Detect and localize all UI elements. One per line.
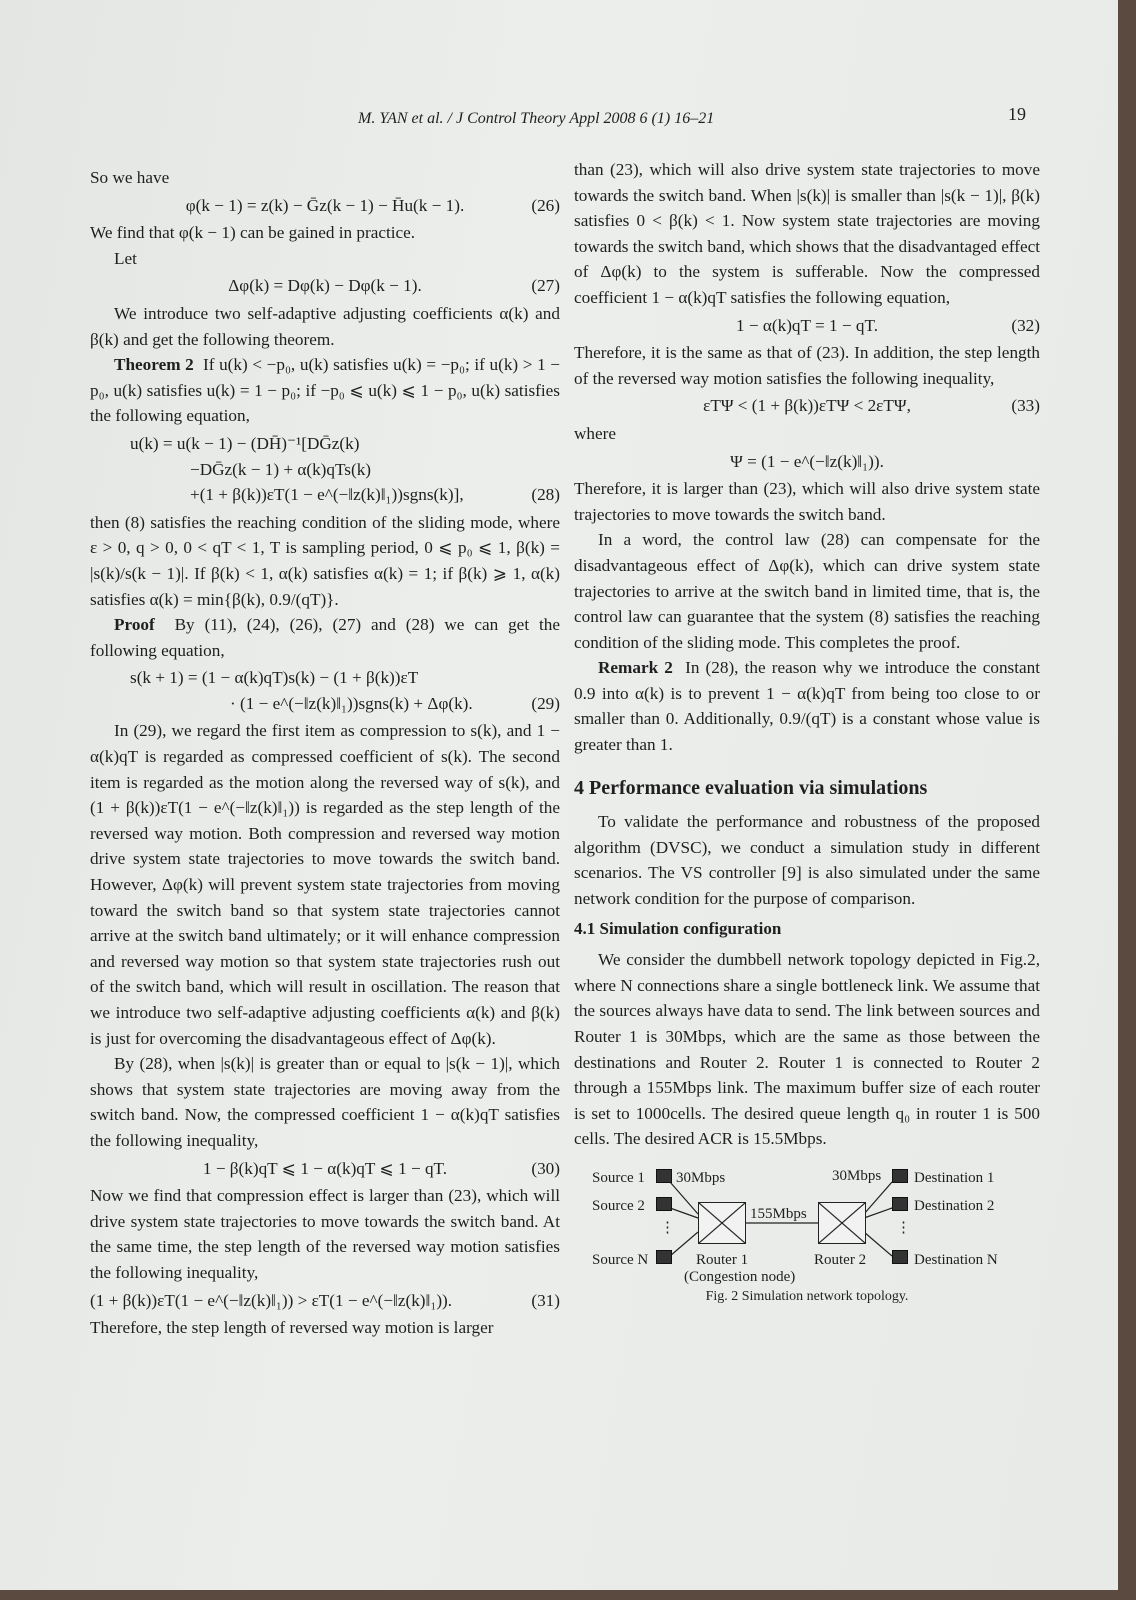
equation-number: (27): [531, 276, 560, 296]
paragraph: Therefore, it is the same as that of (23). In addition, the step length of the reversed way motion satisfies the following inequality,: [574, 343, 1040, 388]
destination-2-label: Destination 2: [914, 1197, 995, 1214]
router-1-label: Router 1: [696, 1251, 749, 1268]
source-2-label: Source 2: [592, 1197, 645, 1214]
equation-line: · (1 − e^(−‖z(k)‖₁))sgns(k) + Δφ(k).: [230, 693, 473, 713]
remark-label: Remark 2: [598, 658, 673, 678]
equation-line: s(k + 1) = (1 − α(k)qT)s(k) − (1 + β(k))εT: [130, 668, 419, 688]
destination-2-icon: [892, 1197, 908, 1211]
right-ellipsis: ⋮: [896, 1219, 911, 1236]
equation-text: Ψ = (1 − e^(−‖z(k)‖₁)).: [730, 451, 884, 471]
source-1-label: Source 1: [592, 1169, 645, 1186]
router-1-cross: [699, 1203, 745, 1243]
equation-text: φ(k − 1) = z(k) − Ḡz(k − 1) − H̄u(k − 1).: [185, 195, 465, 215]
link-destN: [864, 1232, 892, 1256]
source-2-icon: [656, 1197, 672, 1211]
paragraph: then (8) satisfies the reaching condition of the sliding mode, where ε > 0, q > 0, 0 < qT < 1, T is sampling period, 0 ⩽ p₀ ⩽ 1, β(k) = |s(k)/s(k − 1)|. If β(k) < 1, α(k) satisfies α(k) = 1; if β(k) ⩾ 1, α(k) satisfies α(k) = min{β(k), 0.9/(qT)}.: [90, 512, 560, 609]
remark-text: In (28), the reason why we introduce the constant 0.9 into α(k) is to prevent 1 − α(k)qT from being too close to or smaller than 0. Additionally, 0.9/(qT) is a constant whose value is greater than 1.: [574, 658, 1041, 755]
equation-28: [90, 431, 560, 508]
equation-31: [90, 1288, 560, 1314]
paragraph: Therefore, it is larger than (23), which will also drive system state trajectories to move towards the switch band.: [574, 479, 1040, 524]
router-1-note: (Congestion node): [684, 1268, 796, 1285]
proof-text: By (11), (24), (26), (27) and (28) we can get the following equation,: [90, 615, 561, 660]
left-ellipsis: ⋮: [660, 1219, 675, 1236]
paragraph: To validate the performance and robustness of the proposed algorithm (DVSC), we conduct a simulation study in different scenarios. The VS controller [9] is also simulated under the same network condition for the purpose of comparison.: [574, 812, 1040, 909]
equation-number: (26): [531, 195, 560, 215]
equation-number: (29): [531, 693, 560, 713]
left-column: [90, 165, 560, 1341]
paragraph: where: [574, 423, 616, 443]
equation-text: εTΨ < (1 + β(k))εTΨ < 2εTΨ,: [703, 396, 911, 416]
destination-n-label: Destination N: [914, 1251, 998, 1268]
paragraph: In a word, the control law (28) can compensate for the disadvantageous effect of Δφ(k), which can drive system state trajectories to arrive at the switch band in limited time, that is, the control law can guarantee that the system (8) satisfies the reaching condition of the sliding mode. This completes the proof.: [574, 530, 1040, 652]
equation-psi: [574, 449, 1040, 475]
proof-label: Proof: [114, 615, 155, 635]
right-column: [574, 157, 1040, 1316]
equation-number: (33): [1011, 396, 1040, 416]
equation-text: 1 − β(k)qT ⩽ 1 − α(k)qT ⩽ 1 − qT.: [202, 1158, 448, 1178]
paragraph: We find that φ(k − 1) can be gained in practice.: [90, 223, 416, 243]
theorem-2: [90, 352, 560, 429]
destination-1-icon: [892, 1169, 908, 1183]
paragraph: than (23), which will also drive system state trajectories to move towards the switch band. When |s(k)| is smaller than |s(k − 1)|, β(k) satisfies 0 < β(k) < 1. Now system state trajectories are moving towards the switch band, which shows that the disadvantaged effect of Δφ(k) to the system is sufferable. Now the compressed coefficient 1 − α(k)qT satisfies the following equation,: [574, 160, 1040, 307]
paragraph: We consider the dumbbell network topology depicted in Fig.2, where N connections share a single bottleneck link. We assume that the sources always have data to send. The link between sources and Router 1 is 30Mbps, which are the same as those between the destinations and Router 2. Router 1 is connected to Router 2 through a 155Mbps link. The maximum buffer size of each router is set to 1000cells. The desired queue length q₀ in router 1 is 500 cells. The desired ACR is 15.5Mbps.: [574, 950, 1040, 1149]
equation-30: [90, 1156, 560, 1182]
proof: [90, 612, 560, 663]
paragraph: In (29), we regard the first item as compression to s(k), and 1 − α(k)qT is regarded as compressed coefficient of s(k). The second item is regarded as the motion along the reversed way of s(k), and (1 + β(k))εT(1 − e^(−‖z(k)‖₁)) is regarded as the step length of the reversed way motion. Both compression and reversed way motion drive system state trajectories to move towards the switch band. However, Δφ(k) will prevent system state trajectories from moving toward the switch band so that system state trajectories cannot arrive at the switch band ultimately; or it will enhance compression and reversed way motion so that system state trajectories rush out of the switch band, which will result in oscillation. The reason that we introduce two self-adaptive adjusting coefficients α(k) and β(k) is just for overcoming the disadvantageous effect of Δφ(k).: [90, 721, 560, 1048]
paragraph: By (28), when |s(k)| is greater than or equal to |s(k − 1)|, which shows that system state trajectories are moving away from the switch band. Now, the compressed coefficient 1 − α(k)qT satisfies the following inequality,: [90, 1054, 560, 1150]
equation-29: [90, 665, 560, 716]
paragraph: So we have: [90, 168, 170, 187]
equation-line: +(1 + β(k))εT(1 − e^(−‖z(k)‖₁))sgns(k)],: [190, 485, 464, 505]
page-number: 19: [1008, 104, 1026, 124]
source-n-label: Source N: [592, 1251, 649, 1268]
equation-text: (1 + β(k))εT(1 − e^(−‖z(k)‖₁)) > εT(1 − e^(−‖z(k)‖₁)).: [90, 1290, 453, 1310]
equation-number: (28): [531, 485, 560, 505]
equation-text: 1 − α(k)qT = 1 − qT.: [736, 315, 878, 335]
right-link-label: 30Mbps: [832, 1167, 882, 1184]
router-2-icon: [818, 1202, 866, 1244]
equation-26: [90, 193, 560, 219]
paragraph: Now we find that compression effect is larger than (23), which will drive system state trajectories to move towards the switch band. At the same time, the step length of the reversed way motion satisfies the following inequality,: [90, 1186, 560, 1282]
equation-number: (31): [531, 1290, 560, 1310]
theorem-label: Theorem 2: [114, 355, 194, 375]
source-n-icon: [656, 1250, 672, 1264]
paragraph: We introduce two self-adaptive adjusting coefficients α(k) and β(k) and get the following theorem.: [90, 303, 560, 349]
running-head: M. YAN et al. / J Control Theory Appl 2008 6 (1) 16–21: [358, 110, 715, 127]
network-topology-figure: [574, 1166, 1040, 1316]
equation-text: Δφ(k) = Dφ(k) − Dφ(k − 1).: [228, 276, 422, 296]
theorem-text: If u(k) < −p₀, u(k) satisfies u(k) = −p₀; if u(k) > 1 − p₀, u(k) satisfies u(k) = 1 − p₀; if −p₀ ⩽ u(k) ⩽ 1 − p₀, u(k) satisfies the following equation,: [90, 355, 561, 426]
equation-number: (32): [1011, 315, 1040, 335]
router-2-label: Router 2: [814, 1251, 867, 1268]
figure-caption: Fig. 2 Simulation network topology.: [705, 1288, 909, 1304]
source-1-icon: [656, 1169, 672, 1183]
left-link-label: 30Mbps: [676, 1169, 726, 1186]
destination-n-icon: [892, 1250, 908, 1264]
paragraph: Therefore, the step length of reversed way motion is larger: [90, 1318, 494, 1338]
equation-line: −DḠz(k − 1) + α(k)qTs(k): [190, 459, 372, 479]
equation-27: [90, 273, 560, 299]
equation-line: u(k) = u(k − 1) − (DH̄)⁻¹[DḠz(k): [130, 433, 360, 453]
destination-1-label: Destination 1: [914, 1169, 995, 1186]
remark-2: [574, 655, 1040, 757]
equation-32: [574, 313, 1040, 339]
paragraph: Let: [114, 248, 137, 268]
bottleneck-label: 155Mbps: [750, 1205, 807, 1222]
router-1-icon: [698, 1202, 746, 1244]
router-2-cross: [819, 1203, 865, 1243]
equation-33: [574, 393, 1040, 419]
subsection-heading: 4.1 Simulation configuration: [574, 918, 782, 938]
section-heading: 4 Performance evaluation via simulations: [574, 776, 928, 799]
equation-number: (30): [531, 1158, 560, 1178]
